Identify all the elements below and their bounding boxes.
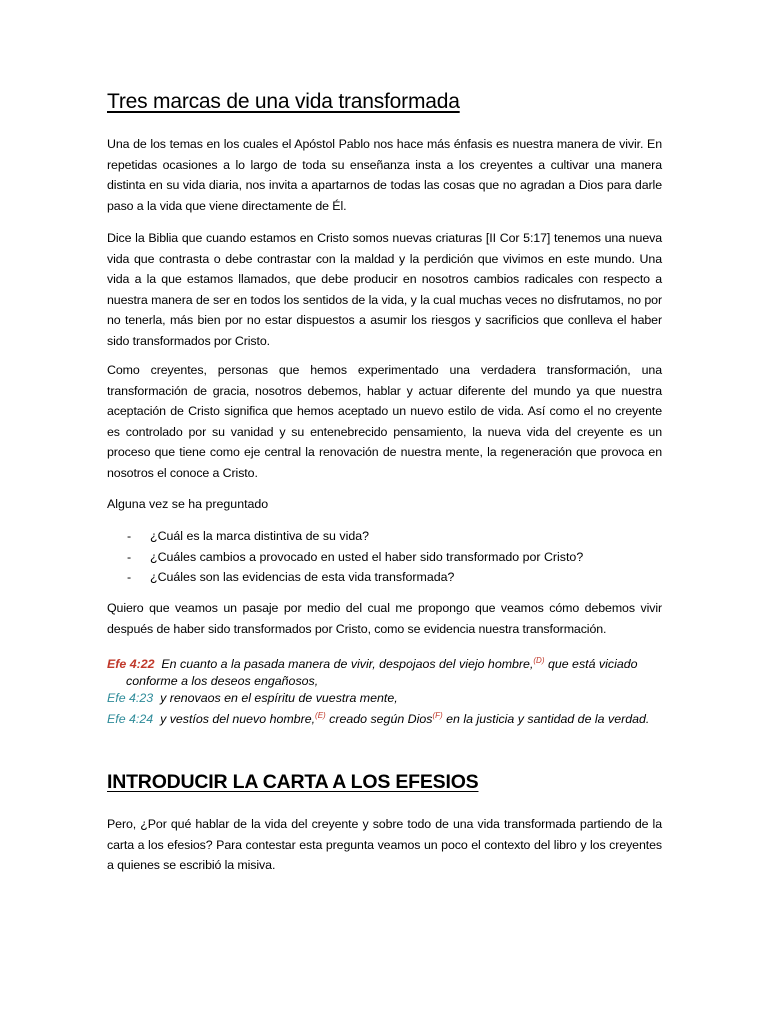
list-marker: -	[127, 570, 132, 584]
verse-reference[interactable]: Efe 4:23	[107, 691, 154, 706]
verse-text: en la justicia y santidad de la verdad.	[442, 712, 650, 727]
verse-4-23	[107, 690, 667, 707]
footnote-marker[interactable]: (F)	[432, 711, 443, 721]
list-item	[107, 526, 583, 547]
verse-reference[interactable]: Efe 4:22	[107, 657, 155, 672]
paragraph-question-lead: Alguna vez se ha preguntado	[107, 497, 269, 511]
list-item	[107, 547, 583, 568]
verse-text: despojaos del viejo hombre,	[379, 657, 534, 672]
scripture-passage	[107, 652, 667, 728]
document-title: Tres marcas de una vida transformada	[107, 90, 460, 113]
section-heading: INTRODUCIR LA CARTA A LOS EFESIOS	[107, 771, 479, 793]
paragraph-new-creature: Dice la Biblia que cuando estamos en Cristo somos nuevas criaturas [II Cor 5:17] tenemos una nueva vida que contrasta o debe contrastar con la maldad y la perdición que vivimos en este mundo. Una vida a la que estamos llamados, que debe producir en nosotros cambios radicales con respecto a nuestra manera de ser en todos los sentidos de la vida, y la cual muchas veces no disfrutamos, no por no tenerla, más bien por no estar dispuestos a asumir los riesgos y sacrificios que conlleva el haber sido transformados por Cristo.	[107, 231, 662, 348]
verse-reference[interactable]: Efe 4:24	[107, 712, 154, 727]
footnote-marker[interactable]: (E)	[315, 711, 326, 721]
verse-text: y renovaos en el espíritu de vuestra mente,	[160, 691, 398, 706]
paragraph-believers: Como creyentes, personas que hemos experimentado una verdadera transformación, una transformación de gracia, nosotros debemos, hablar y actuar diferente del mundo ya que nuestra aceptación de Cristo significa que hemos aceptado un nuevo estilo de vida. Así como el no creyente es controlado por su vanidad y su entenebrecido pensamiento, la nueva vida del creyente es un proceso que tiene como eje central la renovación de nuestra mente, la regeneración que provoca en nosotros el conoce a Cristo.	[107, 363, 662, 480]
list-marker: -	[127, 549, 132, 564]
verse-text: En cuanto a la pasada manera de vivir,	[161, 657, 380, 672]
verse-text: y vestíos del nuevo hombre,	[160, 712, 316, 727]
question-list	[107, 526, 583, 588]
verse-text: que está viciado conforme a los deseos engañosos,	[126, 657, 638, 689]
paragraph-section-intro: Pero, ¿Por qué hablar de la vida del creyente y sobre todo de una vida transformada partiendo de la carta a los efesios? Para contestar esta pregunta veamos un poco el contexto del libro y los creyentes a quienes se escribió la misiva.	[107, 817, 662, 872]
list-item	[107, 567, 583, 588]
list-marker: -	[127, 529, 132, 543]
question-text: ¿Cuál es la marca distintiva de su vida?	[150, 529, 370, 543]
question-text: ¿Cuáles son las evidencias de esta vida transformada?	[150, 570, 455, 584]
verse-4-24	[107, 707, 667, 728]
footnote-marker[interactable]: (D)	[533, 656, 545, 665]
paragraph-intro: Una de los temas en los cuales el Apóstol Pablo nos hace más énfasis es nuestra manera de vivir. En repetidas ocasiones a lo largo de toda su enseñanza insta a los creyentes a cultivar una manera distinta en su vida diaria, nos invita a apartarnos de todas las cosas que no agradan a Dios para darle paso a la vida que viene directamente de Él.	[107, 137, 662, 213]
verse-text: creado según Dios	[325, 712, 433, 727]
paragraph-passage: Quiero que veamos un pasaje por medio del cual me propongo que veamos cómo debemos vivir después de haber sido transformados por Cristo, como se evidencia nuestra transformación.	[107, 601, 662, 636]
question-text: ¿Cuáles cambios a provocado en usted el haber sido transformado por Cristo?	[150, 549, 584, 564]
verse-4-22	[107, 652, 667, 690]
